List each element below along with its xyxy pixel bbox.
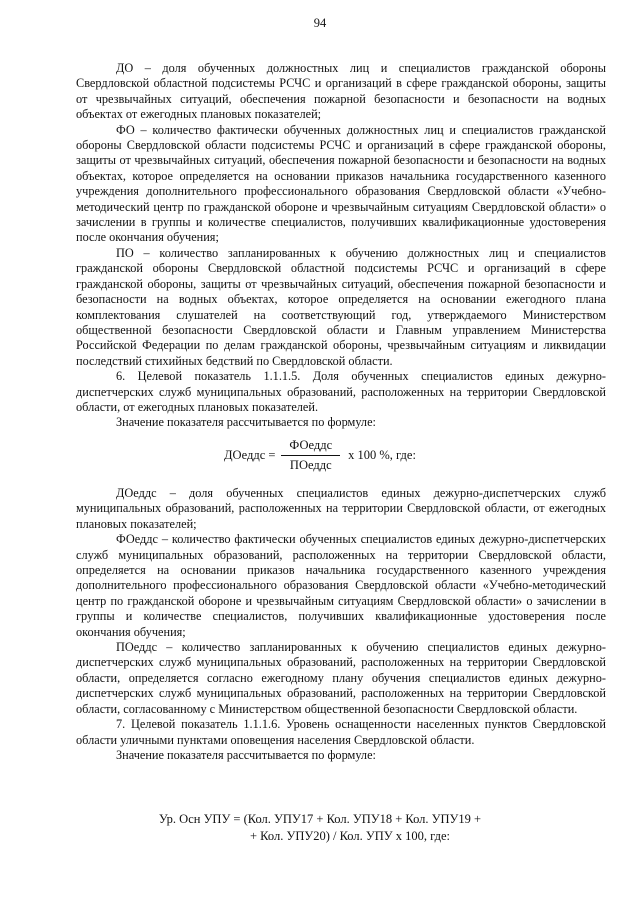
formula-upu [0, 811, 640, 844]
formula-intro-2: Значение показателя рассчитывается по формуле: [116, 747, 376, 762]
definition-po: ПО – количество запланированных к обучению должностных лиц и специалистов гражданской обороны Свердловской областной подсистемы РСЧС и организаций в сфере гражданской обороны, защиты от чрезвычайных ситуаций, обеспечения пожарной безопасности и безопасности на водных объектах, которое определяется на основании ежегодного плана комплектования слушателей на соответствующий год, утверждаемого Министерством общественной безопасности Свердловской области и Главным управлением Министерства Российской Федерации по делам гражданской обороны, чрезвычайным ситуациям и ликвидации последствий стихийных бедствий по Свердловской области. [76, 245, 606, 368]
indicator-7-heading: 7. Целевой показатель 1.1.1.6. Уровень оснащенности населенных пунктов Свердловской области уличными пунктами оповещения населения Свердловской области. [76, 717, 606, 747]
definition-fo: ФО – количество фактически обученных должностных лиц и специалистов гражданской обороны Свердловской области подсистемы РСЧС и организаций в сфере гражданской обороны, защиты от чрезвычайных ситуаций, обеспечения пожарной безопасности и безопасности на водных объектах, которое определяется на основании приказов начальника государственного казенного учреждения дополнительного профессионального образования Свердловской области «Учебно-методический центр по гражданской обороне и чрезвычайным ситуациям Свердловской области» о зачислении в группы и количестве специалистов, получивших квалификационные удостоверения после окончания обучения; [76, 122, 606, 245]
body-text-top [76, 61, 606, 431]
indicator-6-heading: 6. Целевой показатель 1.1.1.5. Доля обученных специалистов единых дежурно-диспетчерских служб муниципальных образований, расположенных на территории Свердловской области, от ежегодных плановых показателей. [76, 369, 606, 414]
formula-upu-line-1: Ур. Осн УПУ = (Кол. УПУ17 + Кол. УПУ18 + Кол. УПУ19 + [158, 812, 482, 826]
body-text-bottom [76, 486, 606, 763]
formula-rhs: x 100 %, где: [348, 448, 416, 462]
formula-doeddc [0, 438, 640, 473]
definition-do: ДО – доля обученных должностных лиц и специалистов гражданской обороны Свердловской областной подсистемы РСЧС и организаций в сфере гражданской обороны, защиты от чрезвычайных ситуаций, обеспечения пожарной безопасности и безопасности на водных объектах от ежегодных плановых показателей; [76, 61, 606, 122]
formula-intro: Значение показателя рассчитывается по формуле: [116, 415, 376, 430]
page-number: 94 [313, 16, 327, 30]
definition-poeddc: ПОеддс – количество запланированных к обучению специалистов единых дежурно-диспетчерских служб муниципальных образований, расположенных на территории Свердловской области, определяется согласно ежегодному плану обучения специалистов единых дежурно-диспетчерских служб муниципальных образований, расположенных на территории Свердловской области, согласованному с Министерством общественной безопасности Свердловской области. [76, 640, 606, 716]
definition-doeddc: ДОеддс – доля обученных специалистов единых дежурно-диспетчерских служб муниципальных образований, расположенных на территории Свердловской области, от ежегодных плановых показателей; [76, 486, 606, 531]
formula-upu-line-2: + Кол. УПУ20) / Кол. УПУ x 100, где: [250, 828, 450, 843]
formula-denominator: ПОеддс [289, 458, 332, 472]
definition-foeddc: ФОеддс – количество фактически обученных специалистов единых дежурно-диспетчерских служб муниципальных образований, расположенных на территории Свердловской области, определяется на основании приказов начальника государственного казенного учреждения дополнительного профессионального образования Свердловской области «Учебно-методический центр по гражданской обороне и чрезвычайным ситуациям Свердловской области» о зачислении в группы и количестве специалистов, получивших квалификационные удостоверения после окончания обучения; [76, 532, 606, 639]
formula-fraction [281, 438, 340, 473]
formula-lhs: ДОеддс = [224, 448, 276, 462]
formula-numerator: ФОеддс [281, 438, 340, 456]
